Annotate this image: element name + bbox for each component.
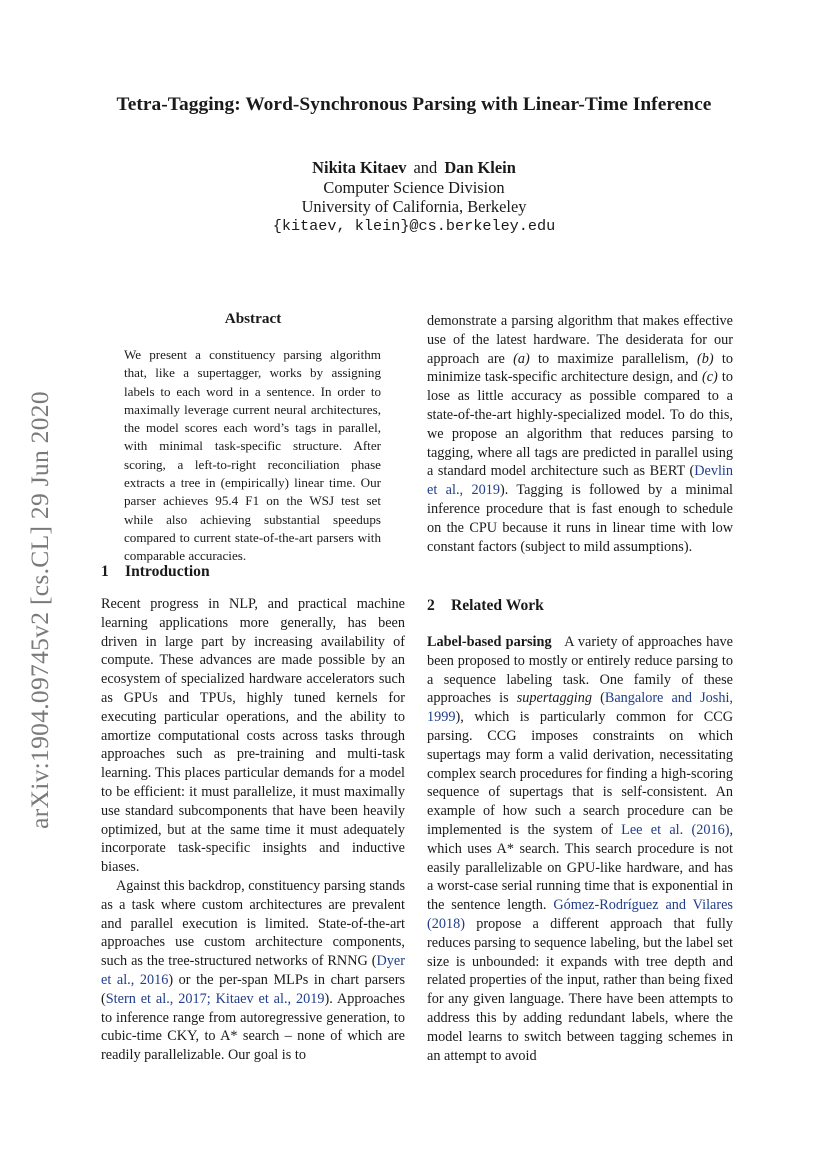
text-run: to minimize task-specific architecture design, and (427, 350, 733, 386)
author-2: Dan Klein (444, 158, 516, 177)
section-1-heading (101, 563, 210, 581)
citation-link[interactable]: Stern et al., 2017; Kitaev et al., 2019 (105, 990, 325, 1007)
text-italic: (c) (701, 369, 718, 386)
section-1-number: 1 (101, 563, 109, 580)
intro-paragraph-2 (101, 877, 405, 1065)
intro-p2-text-c: ). Approaches to inference range from autoregressive generation, to cubic-time CKY, to A* search – none of which are readily parallelizable. Our goal is to (101, 990, 405, 1064)
author-1: Nikita Kitaev (312, 158, 407, 177)
intro-paragraph-1: Recent progress in NLP, and practical machine learning applications more generally, has been driven in large part by increasing availability of compute. These advances are made possible by an ecosystem of specialized hardware accelerators such as GPUs and TPUs, highly tuned kernels for executing particular operations, and the ability to amortize computational costs across tasks through approaches such as pre-training and multi-task learning. This places particular demands for a model to be efficient: it must parallelize, it must maximally use standard subcomponents that have been heavily optimized, but at the same time it must adequately incorporate task-specific insights and inductive biases. (101, 596, 405, 876)
text-run: , which uses A* search. This search procedure is not easily parallelizable on GPU-like hardware, and has a worst-case serial running time that is exponential in the sentence length. (427, 821, 733, 914)
text-run: ). Tagging is followed by a minimal inference procedure that is fast enough to schedule on the CPU because it runs in linear time with low constant factors (subject to mild assumptions). (427, 482, 733, 555)
intro-p2-text-b: ) or the per-span MLPs in chart parsers ( (101, 971, 405, 1007)
author-names (0, 158, 828, 178)
author-block (0, 158, 828, 237)
intro-p2-text-a: Against this backdrop, constituency parsing stands as a task where custom architectures are prevalent and parallel execution is limited. State-of-the-art approaches use custom architecture components, such as the tree-structured networks of RNNG ( (101, 878, 405, 970)
section-2-heading (427, 597, 544, 615)
citation-link[interactable]: Lee et al. (2016) (621, 821, 730, 838)
section-2-number: 2 (427, 597, 435, 614)
text-run: to lose as little accuracy as possible compared to a state-of-the-art highly-specialized model. To do this, we propose an algorithm that reduces parsing to tagging, where all tags are predicted in parallel using a standard model architecture such as BERT ( (427, 369, 733, 480)
text-run: to maximize parallelism, (529, 350, 697, 367)
citation-link[interactable]: Gómez-Rodríguez and Vilares (2018) (427, 897, 733, 932)
text-italic: (a) (513, 350, 530, 367)
citation-link[interactable]: Devlin et al., 2019 (427, 463, 733, 499)
author-email: {kitaev, klein}@cs.berkeley.edu (272, 217, 556, 236)
text-run: ( (591, 690, 605, 707)
author-and: and (413, 158, 438, 177)
section-1-title: Introduction (125, 563, 210, 580)
text-run: A variety of approaches have been proposed to mostly or entirely reduce parsing to a sequence labeling task. One family of these approaches is (427, 634, 733, 707)
citation-link[interactable]: Dyer et al., 2016 (101, 953, 405, 988)
text-run: propose a different approach that fully reduces parsing to sequence labeling, but the label set size is unbounded: it expands with tree depth and related properties of the input, rather than being fixed for any given language. There have been attempts to address this by adding redundant labels, where the model learns to switch between tagging schemes in an attempt to avoid (427, 915, 733, 1064)
abstract-text: We present a constituency parsing algorithm that, like a supertagger, works by assigning labels to each word in a sentence. In order to maximally leverage current neural architectures, the model scores each word’s tags in parallel, with minimal task-specific structure. After scoring, a left-to-right reconciliation phase extracts a tree in (empirically) linear time. Our parser achieves 95.4 F1 on the WSJ test set while also achieving substantial speedups compared to current state-of-the-art parsers with comparable accuracies. (124, 347, 381, 564)
text-run: demonstrate a parsing algorithm that makes effective use of the latest hardware. The desiderata for our approach are (427, 313, 733, 367)
abstract-heading: Abstract (224, 310, 282, 327)
text-italic: (b) (697, 350, 714, 367)
arxiv-stamp (20, 370, 60, 850)
intro-continuation (427, 312, 733, 556)
related-work-paragraph (427, 633, 733, 1065)
arxiv-stamp-text: arXiv:1904.09745v2 [cs.CL] 29 Jun 2020 (25, 391, 54, 829)
citation-link[interactable]: Bangalore and Joshi, 1999 (427, 690, 733, 726)
paragraph-runin-heading: Label-based parsing (427, 634, 552, 650)
affiliation-2: University of California, Berkeley (301, 197, 527, 217)
text-run: ), which is particularly common for CCG parsing. CCG imposes constraints on which supertags may form a valid derivation, necessitating complex search procedures for finding a high-scoring sequence of supertags that is self-consistent. An example of how such a search procedure can be implemented is the system of (427, 709, 733, 838)
affiliation-1: Computer Science Division (323, 177, 505, 197)
section-2-title: Related Work (451, 597, 544, 614)
paper-title: Tetra-Tagging: Word-Synchronous Parsing with Linear-Time Inference (116, 94, 712, 115)
text-italic: supertagging (516, 690, 592, 707)
